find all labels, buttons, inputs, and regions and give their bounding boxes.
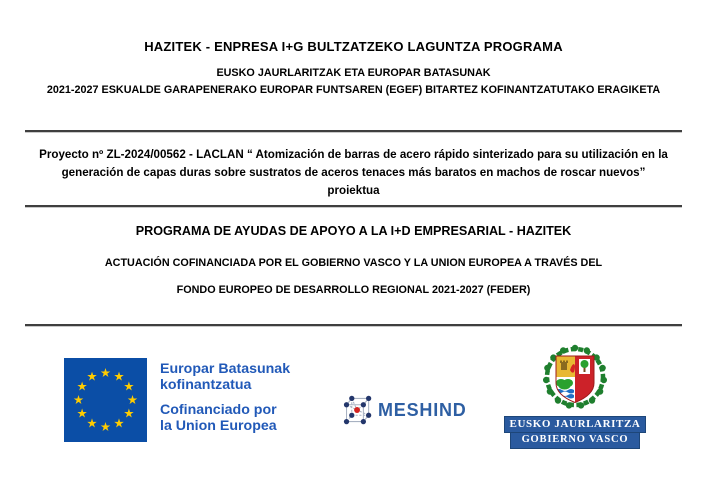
cofinancing-statement: ACTUACIÓN COFINANCIADA POR EL GOBIERNO VASCO Y LA UNION EUROPEA A TRAVÉS DEL bbox=[104, 257, 603, 269]
crystal-lattice-icon bbox=[338, 390, 374, 430]
header-subtitle-line1: EUSKO JAURLARITZAK ETA EUROPAR BATASUNAK bbox=[216, 67, 491, 79]
meshind-logo bbox=[338, 390, 467, 430]
eu-cofinancing-text bbox=[160, 361, 290, 434]
eu-text-spanish-line2: la Union Europea bbox=[160, 418, 277, 434]
horizontal-rule-2 bbox=[25, 205, 682, 208]
basque-government-bar-spanish: GOBIERNO VASCO bbox=[510, 433, 640, 449]
basque-government-bar-basque: EUSKO JAURLARITZA bbox=[504, 416, 646, 433]
program-title: PROGRAMA DE AYUDAS DE APOYO A LA I+D EMPRESARIAL - HAZITEK bbox=[135, 224, 572, 238]
eu-text-spanish-line1: Cofinanciado por bbox=[160, 402, 277, 418]
meshind-wordmark: MESHIND bbox=[378, 399, 467, 420]
eu-text-basque-line1: Europar Batasunak bbox=[160, 361, 291, 377]
page-title: HAZITEK - ENPRESA I+G BULTZATZEKO LAGUNTZA PROGRAMA bbox=[144, 39, 563, 54]
header-subtitle-line2: 2021-2027 ESKUALDE GARAPENERAKO EUROPAR FUNTSAREN (EGEF) BITARTEZ KOFINANTZATUTAKO ERAGIKETA bbox=[46, 84, 661, 96]
horizontal-rule-1 bbox=[25, 130, 682, 133]
basque-coat-of-arms bbox=[539, 343, 611, 417]
basque-government-logo bbox=[504, 343, 646, 449]
feder-fund-statement: FONDO EUROPEO DE DESARROLLO REGIONAL 2021-2027 (FEDER) bbox=[176, 284, 531, 296]
horizontal-rule-3 bbox=[25, 324, 682, 327]
eu-text-basque-line2: kofinantzatua bbox=[160, 377, 252, 393]
eu-flag-icon bbox=[64, 358, 147, 442]
project-description: Proyecto nº ZL-2024/00562 - LACLAN “ Atomización de barras de acero rápido sinterizado para su utilización en la generación de capas duras sobre sustratos de aceros tenaces más baratos en machos de roscar nuevos” proiektua bbox=[39, 148, 668, 197]
